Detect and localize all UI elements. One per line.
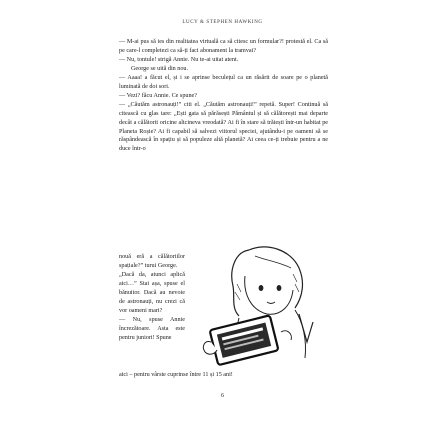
paragraph: — „Căutăm astronauți!” citi el. „Căutăm astronauți!” repetă. Super! Continuă să citească cu glas tare: „Ești gata să părăsești Pământul și să călătorești mai departe decât a călătorit oricine altcineva vreodată? Ai fi în stare să trăiești într-un habitat pe Planeta Roșie? Ai fi capabil să salvezi viitorul speciei, ajutându-i pe oameni să se răspândească în spațiu și să populeze altă planetă? Ai ceea ce-ți trebuie pentru a ne duce într-o [119,101,328,153]
page-number: 6 [221,393,224,399]
paragraph: — M-ai pus să ies din realitatea virtuală ca să citesc un formular?! protestă el. Ca să pe care-l completezi ca să-ți faci abonament la tramvai? [119,39,328,54]
running-header: LUCY & STEPHEN HAWKING [182,20,263,25]
paragraph: — Nu, tontule! strigă Annie. Nu te-ai uitat atent. [119,56,239,63]
last-line: aici – pentru vârste cuprinse între 11 și 15 ani! [119,372,233,378]
paragraph: George se uită din nou. [131,65,189,72]
girl-with-laptop-illustration [195,222,327,377]
wrapped-paragraph: — Nu, spuse Annie încrezătoare. Asta este pentru juniori! Spune [119,316,185,341]
body-text [119,38,328,154]
paragraph: — Vezi? făcu Annie. Ce spune? [119,92,197,99]
paragraph: — Aaaa! a făcut el, și i se aprinse beculețul ca un răsărit de soare pe o planetă luminată de doi sori. [119,74,328,90]
wrapped-text-column [119,253,185,343]
wrapped-paragraph: „Dacă da, atunci aplică aici…” Stai așa, spuse el bănuitor. Dacă au nevoie de astronauți, nu crezi că vor oameni mari? [119,271,185,314]
wrapped-paragraph: nouă eră a călătoriilor spațiale?” turui George. [119,254,185,269]
